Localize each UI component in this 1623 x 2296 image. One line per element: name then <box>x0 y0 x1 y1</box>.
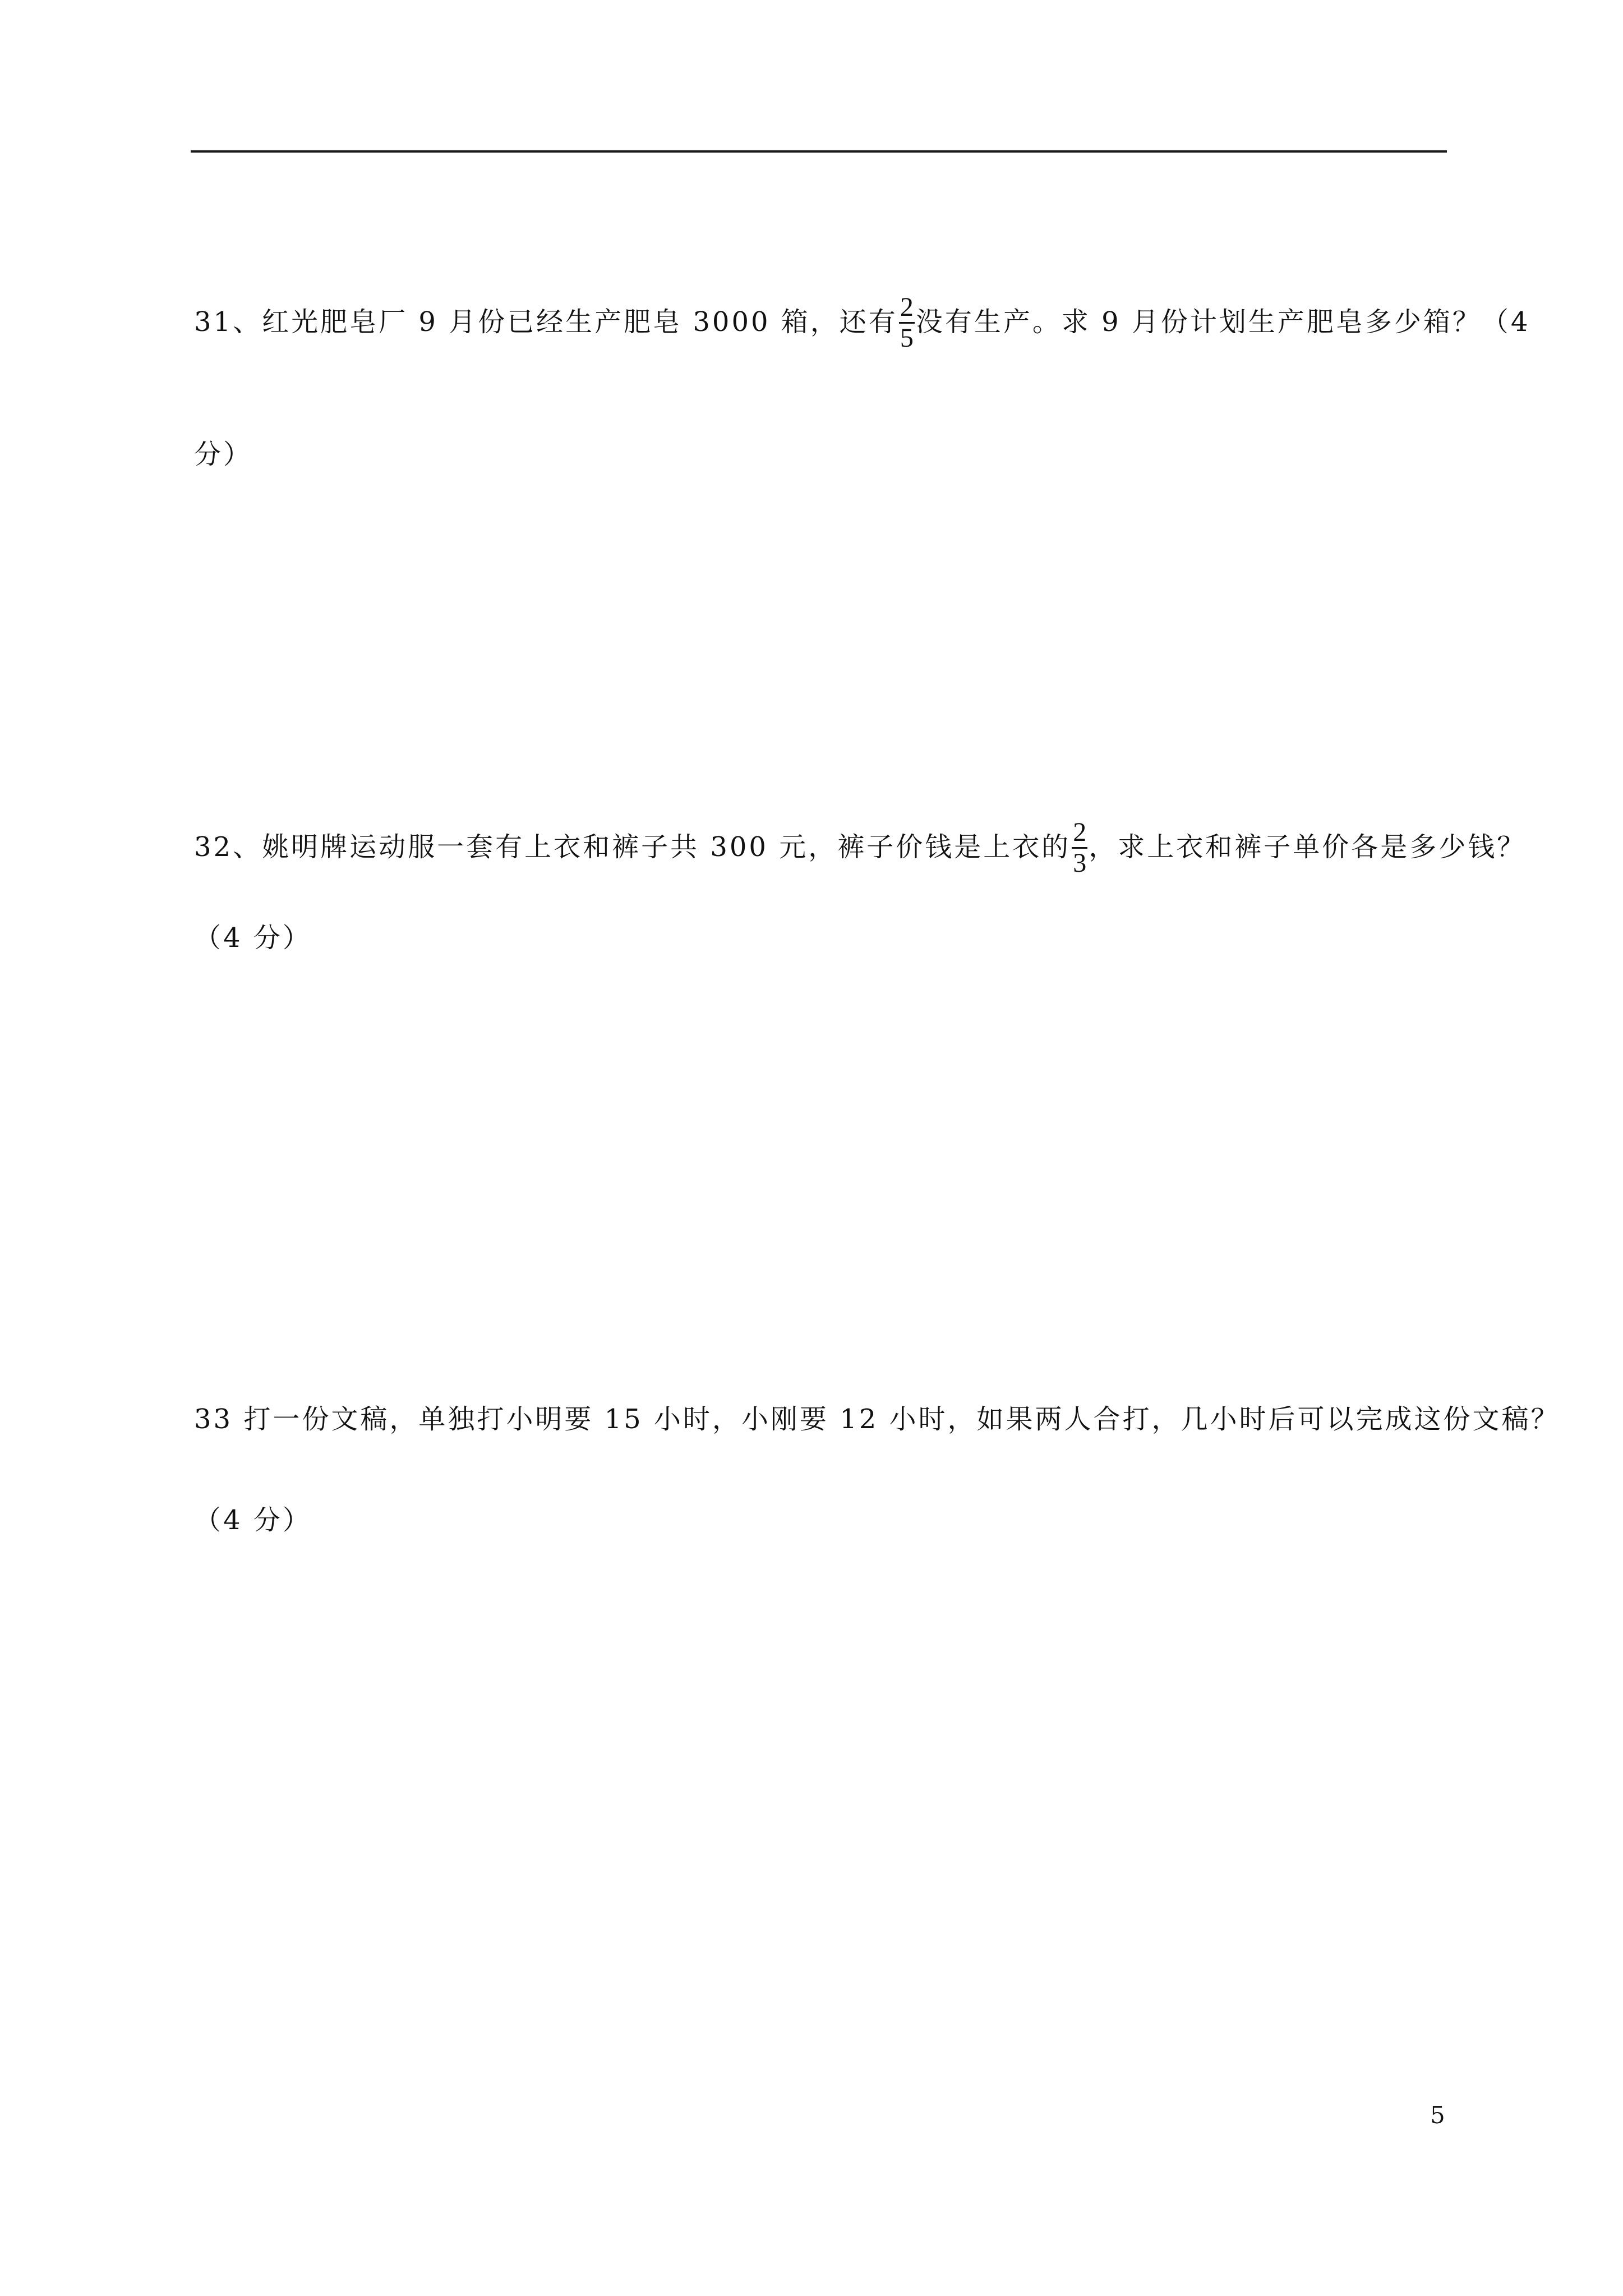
page-number: 5 <box>1430 2101 1445 2129</box>
question-32-text-after: ，求上衣和裤子单价各是多少钱？ <box>1089 831 1527 863</box>
question-31-line-2: 分） <box>194 439 253 470</box>
header-rule <box>191 150 1447 153</box>
fraction-numerator: 2 <box>899 294 915 324</box>
question-32-text-before: 32、姚明牌运动服一套有上衣和裤子共 300 元，裤子价钱是上衣的 <box>194 831 1071 863</box>
question-31-text-before: 31、红光肥皂厂 9 月份已经生产肥皂 3000 箱，还有 <box>194 306 898 338</box>
question-31-text-after: 没有生产。求 9 月份计划生产肥皂多少箱？（4 <box>915 306 1530 338</box>
question-33-line-1: 33 打一份文稿，单独打小明要 15 小时，小刚要 12 小时，如果两人合打，几小时后可以完成这份文稿？ <box>194 1404 1560 1435</box>
question-32-fraction <box>1072 819 1087 877</box>
fraction-denominator: 3 <box>1073 848 1087 878</box>
question-32-line-2: （4 分） <box>194 922 312 954</box>
question-31-fraction <box>899 294 915 352</box>
question-32-line-1 <box>194 817 1527 878</box>
question-31-line-1 <box>194 292 1530 353</box>
fraction-numerator: 2 <box>1072 819 1087 849</box>
question-33-line-2: （4 分） <box>194 1504 312 1536</box>
fraction-denominator: 5 <box>900 323 914 353</box>
